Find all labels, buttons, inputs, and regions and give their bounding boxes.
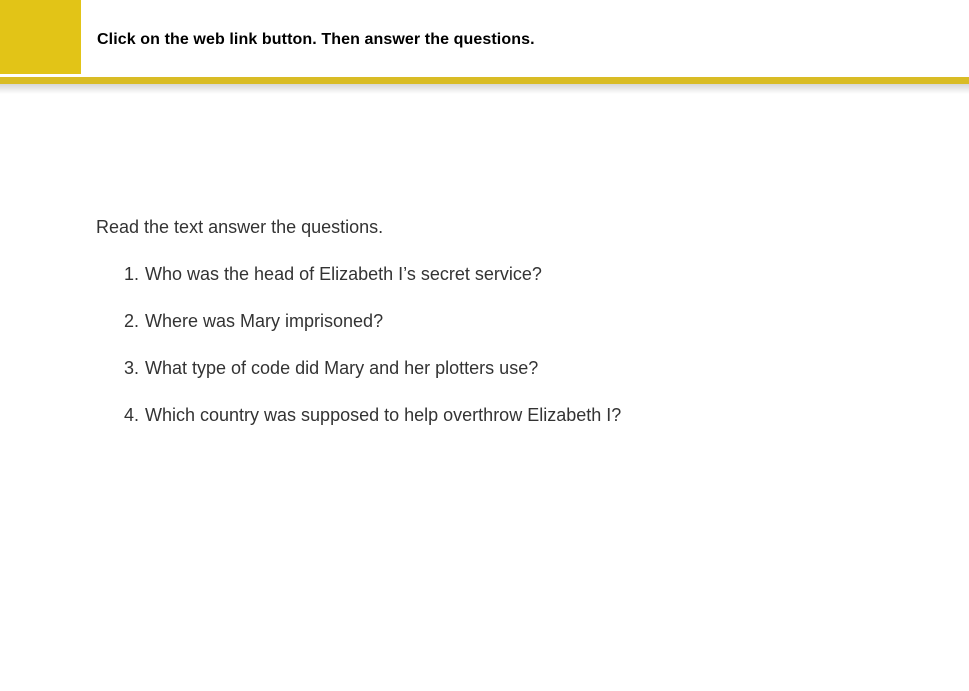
corner-accent-square (0, 0, 81, 74)
intro-text: Read the text answer the questions. (96, 217, 384, 237)
question-number: 4. (124, 405, 140, 425)
question-list (124, 261, 969, 428)
question-item-2 (124, 308, 969, 334)
question-number: 2. (124, 311, 140, 331)
instruction-text: Click on the web link button. Then answer the questions. (97, 31, 535, 48)
question-item-4 (124, 402, 969, 428)
content-area (0, 94, 969, 428)
question-item-1 (124, 261, 969, 287)
divider-shadow (0, 84, 969, 94)
question-text: Who was the head of Elizabeth I’s secret service? (145, 264, 542, 284)
accent-divider (0, 77, 969, 84)
header-bar (0, 0, 969, 77)
question-number: 3. (124, 358, 140, 378)
question-number: 1. (124, 264, 140, 284)
question-item-3 (124, 355, 969, 381)
question-text: Where was Mary imprisoned? (145, 311, 384, 331)
question-text: What type of code did Mary and her plotters use? (145, 358, 539, 378)
question-text: Which country was supposed to help overthrow Elizabeth I? (145, 405, 622, 425)
